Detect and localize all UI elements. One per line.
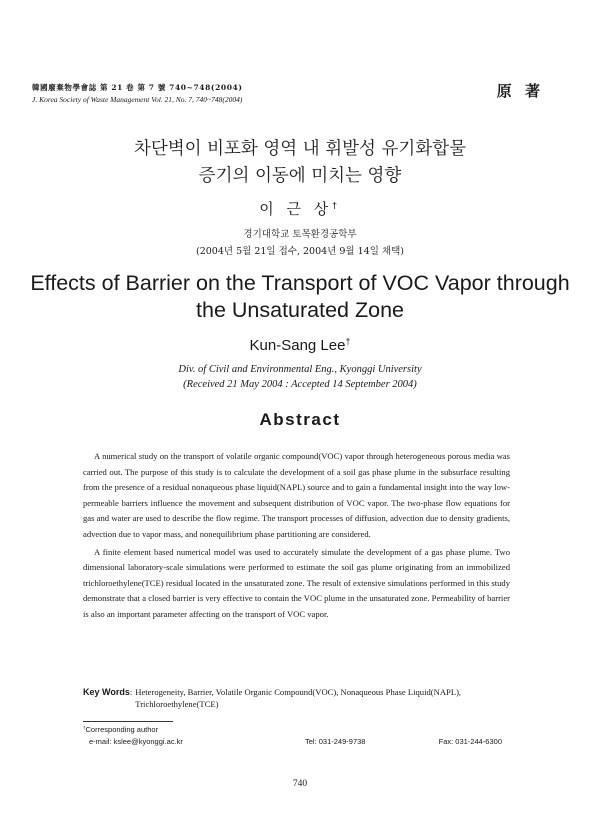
author-english	[0, 337, 600, 354]
keywords	[83, 686, 510, 710]
footnote-tel: Tel: 031-249-9738	[305, 737, 366, 746]
author-korean-name: 이 근 상	[259, 200, 333, 218]
title-english-line1: Effects of Barrier on the Transport of VOC Vapor through	[30, 271, 570, 295]
journal-citation-english: J. Korea Society of Waste Management Vol. 21, No. 7, 740~748(2004)	[32, 95, 243, 104]
author-english-name: Kun-Sang Lee	[249, 337, 346, 354]
footnote-label: Corresponding author	[85, 725, 159, 734]
title-korean-line1: 차단벽이 비포화 영역 내 휘발성 유기화합물	[133, 139, 467, 159]
page-number: 740	[292, 779, 308, 789]
article-type-label: 原 著	[496, 82, 544, 100]
keywords-label: Key Words	[83, 687, 130, 697]
keywords-text: Heterogeneity, Barrier, Volatile Organic Compound(VOC), Nonaqueous Phase Liquid(NAPL), Trichloroethylene(TCE)	[135, 687, 462, 709]
received-date-english: (Received 21 May 2004 : Accepted 14 September 2004)	[183, 379, 417, 390]
footnote-email: e-mail: kslee@kyonggi.ac.kr	[89, 737, 183, 746]
footnote-corresponding	[83, 725, 158, 734]
footnote-mark: †	[83, 725, 86, 731]
abstract-paragraph-1: A numerical study on the transport of volatile organic compound(VOC) vapor through heterogeneous porous media was carried out. The purpose of this study is to calculate the development of a soil gas phase plume in the subsurface resulting from the presence of a residual nonaqueous phase liquid(NAPL) source and to gain a fundamental insight into the way low-permeable barriers influence the movement and subsequent distribution of VOC vapor. The two-phase flow equations for gas and water are used to describe the flow regime. The transport processes of diffusion, advection due to density gradients, advection due to vapor mass, and nonequilibrium phase partitioning are considered.	[83, 451, 510, 539]
affiliation-korean: 경기대학교 토목환경공학부	[243, 229, 357, 240]
abstract-body	[83, 449, 510, 625]
author-korean-mark: †	[332, 201, 341, 212]
author-english-mark: †	[345, 336, 351, 347]
keywords-separator: :	[129, 687, 133, 697]
title-english-line2: the Unsaturated Zone	[196, 298, 404, 322]
title-korean-line2: 증기의 이동에 미치는 영향	[198, 166, 402, 186]
footnote-fax: Fax: 031-244-6300	[438, 737, 502, 746]
abstract-paragraph-2: A finite element based numerical model was used to accurately simulate the development of a gas phase plume. Two dimensional laboratory-scale simulations were performed to estimate the soil gas plume originating from an immobilized trichloroethylene(TCE) residual located in the unsaturated zone. The result of extensive simulations performed in this study demonstrate that a closed barrier is very effective to contain the VOC plume in the unsaturated zone. Permeability of barrier is also an important parameter affecting on the transport of VOC vapor.	[83, 546, 510, 619]
abstract-heading: Abstract	[259, 410, 341, 429]
author-korean	[0, 198, 600, 219]
affiliation-english: Div. of Civil and Environmental Eng., Kyonggi University	[178, 364, 422, 375]
journal-citation-korean: 韓國廢棄物學會誌 第 21 卷 第 7 號 740~748(2004)	[32, 83, 243, 92]
title-english	[0, 270, 600, 324]
footnote-divider	[83, 721, 173, 722]
title-korean	[0, 136, 600, 190]
received-date-korean: (2004년 5월 21일 접수, 2004년 9월 14일 채택)	[196, 246, 404, 257]
